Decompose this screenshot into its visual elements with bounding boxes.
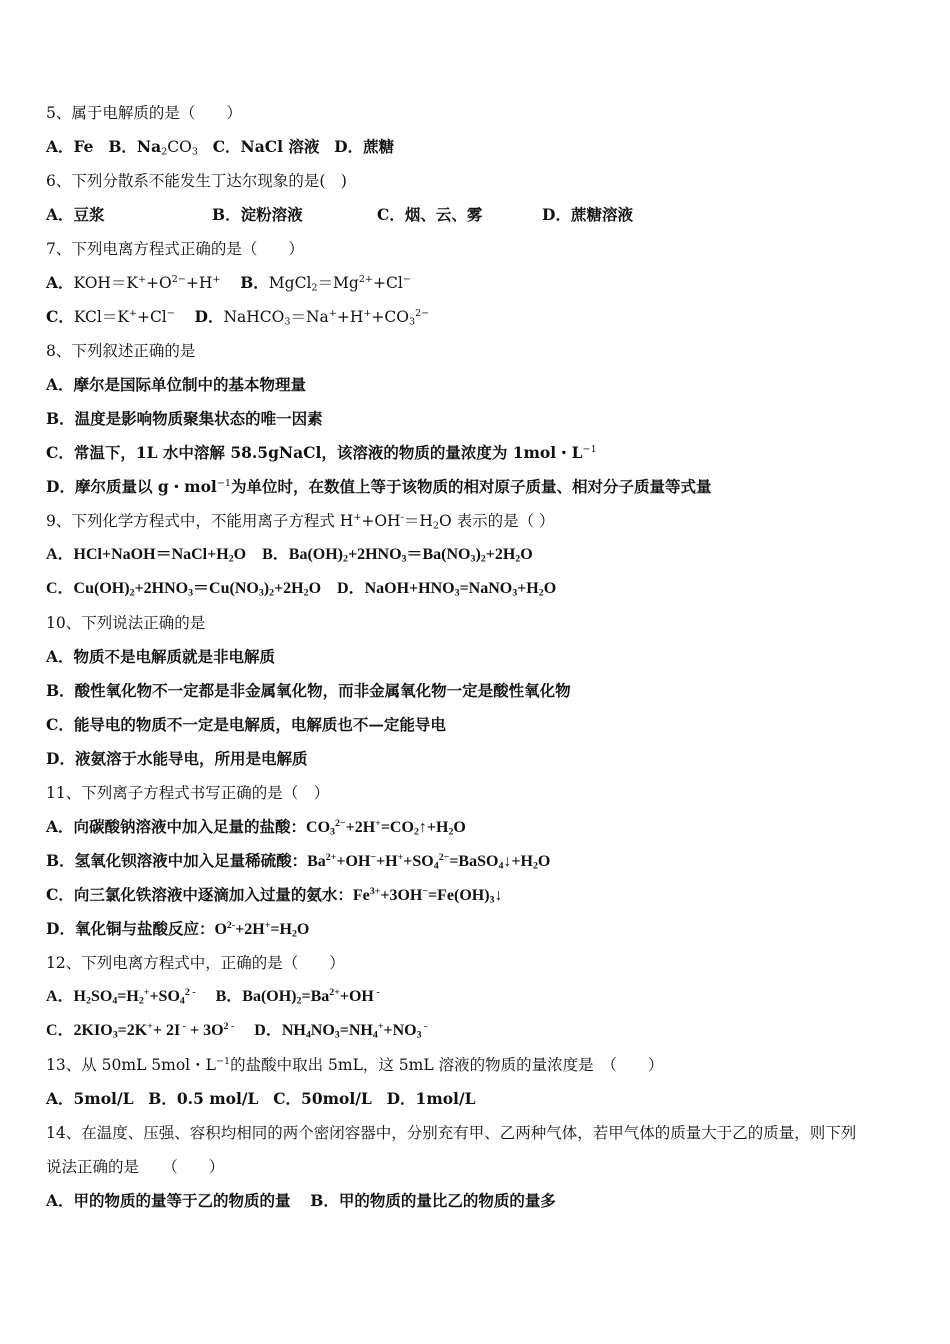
q5-option-b: B．$Na_2CO_3$ [108,137,198,158]
q6-option-a: A．豆浆 [46,205,105,224]
q10-stem-text: 10、下列说法正确的是 [46,614,206,632]
q6-option-d: D．蔗糖溶液 [542,205,633,224]
question-7-options-cd [46,300,916,334]
question-7-stem [46,232,916,266]
question-8-stem [46,334,916,368]
q5-option-c: C．NaCl 溶液 [212,137,320,156]
q12-option-c: C．$2KIO_3=2K^++ 2I$ $^- + 3O^{2 -}$ [46,1021,235,1041]
exam-page [46,96,916,1218]
q7-option-b: B．$MgCl_2=Mg^{2+}+Cl^-$ [240,273,411,294]
q10-option-a: A．物质不是电解质就是非电解质 [46,647,276,666]
question-5-options [46,130,916,164]
question-14-stem-line1: 14、在温度、压强、容积均相同的两个密闭容器中，分别充有甲、乙两种气体，若甲气体的质量大于乙的质量，则下列 [46,1124,857,1142]
q10-option-c: C．能导电的物质不一定是电解质，电解质也不—定能导电 [46,715,446,734]
q9-option-d: D．$NaOH+HNO_3=NaNO_3+H_2O$ [337,580,557,599]
q13-option-b: B．0.5 mol/L [148,1089,259,1108]
question-5-stem [46,96,916,130]
q10-option-b: B．酸性氧化物不一定都是非金属氧化物，而非金属氧化物一定是酸性氧化物 [46,681,571,700]
question-6-stem [46,164,916,198]
question-9-options-ab [46,538,916,572]
q5-option-d: D．蔗糖 [334,137,395,156]
q11-option-a: A．向碳酸钠溶液中加入足量的盐酸：$CO_3^{2-}+2H^+=CO_2↑+H_2O$ [46,817,466,838]
q9-option-a: A．$HCl+NaOH=NaCl+H_2O$ [46,546,247,565]
q11-stem-text: 11、下列离子方程式书写正确的是（ ） [46,784,330,802]
question-14-options [46,1184,916,1218]
q13-option-a: A．5mol/L [46,1089,134,1108]
q12-stem-text: 12、下列电离方程式中，正确的是（ ） [46,954,345,972]
question-12-options-ab [46,980,916,1014]
q8-stem-text: 8、下列叙述正确的是 [46,342,196,360]
q9-option-c: C．$Cu(OH)_2+2HNO_3=Cu(NO_3)_2+2H_2O$ [46,580,322,599]
question-9-options-cd [46,572,916,606]
q6-option-b: B．淀粉溶液 [212,205,303,224]
q12-option-b: B．$Ba(OH)_2=Ba^{2+}+OH$ - [215,987,380,1007]
question-12-options-cd [46,1014,916,1048]
question-13-options [46,1082,916,1116]
q8-option-c: C．常温下，1L 水中溶解 58.5gNaCl，该溶液的物质的量浓度为 1mol・$L^{-1}$ [46,443,597,462]
q10-option-d: D．液氨溶于水能导电，所用是电解质 [46,749,308,768]
question-7-options-ab [46,266,916,300]
q8-option-b: B．温度是影响物质聚集状态的唯一因素 [46,409,323,428]
q7-option-d: D．$NaHCO_3=Na^++H^++CO_3^{2-}$ [194,307,430,328]
q12-option-d: D．$NH_4NO_3=NH_4^++NO_3$ - [254,1021,428,1041]
question-13-stem: 13、从 50mL 5mol・$L^{-1}$的盐酸中取出 5mL，这 5mL 溶液的物质的量浓度是 （ ） [46,1056,664,1074]
q11-option-d: D．氧化铜与盐酸反应：$O^{2-}+2H^+=H_2O$ [46,919,310,940]
q7-stem-text: 7、下列电离方程式正确的是（ ） [46,240,304,258]
q9-option-b: B．$Ba(OH)_2+2HNO_3=Ba(NO_3)_2+2H_2O$ [262,546,533,565]
q8-option-d: D．摩尔质量以 g・mol$^{-1}$为单位时，在数值上等于该物质的相对原子质量、相对分子质量等式量 [46,477,712,496]
q14-option-b: B．甲的物质的量比乙的物质的量多 [310,1191,556,1210]
question-6-options [46,198,916,232]
question-12-stem [46,946,916,980]
q6-option-c: C．烟、云、雾 [377,205,483,224]
q5-option-a: A．Fe [46,137,94,156]
q7-option-a: A．$KOH=K^++O^{2-}+H^+$ [46,273,221,292]
q11-option-b: B．氢氧化钡溶液中加入足量稀硫酸：$Ba^{2+}+OH^-+H^++SO_4^{2-}=BaSO_4↓+H_2O$ [46,851,551,872]
q11-option-c: C．向三氯化铁溶液中逐滴加入过量的氨水：$Fe^{3+}+3OH^-=Fe(OH)_3↓$ [46,885,503,906]
q7-option-c: C．KCl＝K++Cl− [46,307,175,326]
q5-stem-text: 5、属于电解质的是（ ） [46,104,242,122]
q14-option-a: A．甲的物质的量等于乙的物质的量 [46,1191,291,1210]
question-14-stem-line2: 说法正确的是 （ ） [46,1158,225,1176]
q12-option-a: A．$H_2SO_4=H_2^++SO_4^{2 -}$ [46,987,196,1007]
question-10-stem [46,606,916,640]
question-9-stem: 9、下列化学方程式中，不能用离子方程式 $H^++OH^-=H_2O$ 表示的是（ ） [46,512,555,532]
q13-option-c: C．50mol/L [273,1089,372,1108]
question-11-stem [46,776,916,810]
q6-stem-text: 6、下列分散系不能发生丁达尔现象的是( ) [46,172,347,190]
q8-option-a: A．摩尔是国际单位制中的基本物理量 [46,375,307,394]
q13-option-d: D．1mol/L [386,1089,476,1108]
